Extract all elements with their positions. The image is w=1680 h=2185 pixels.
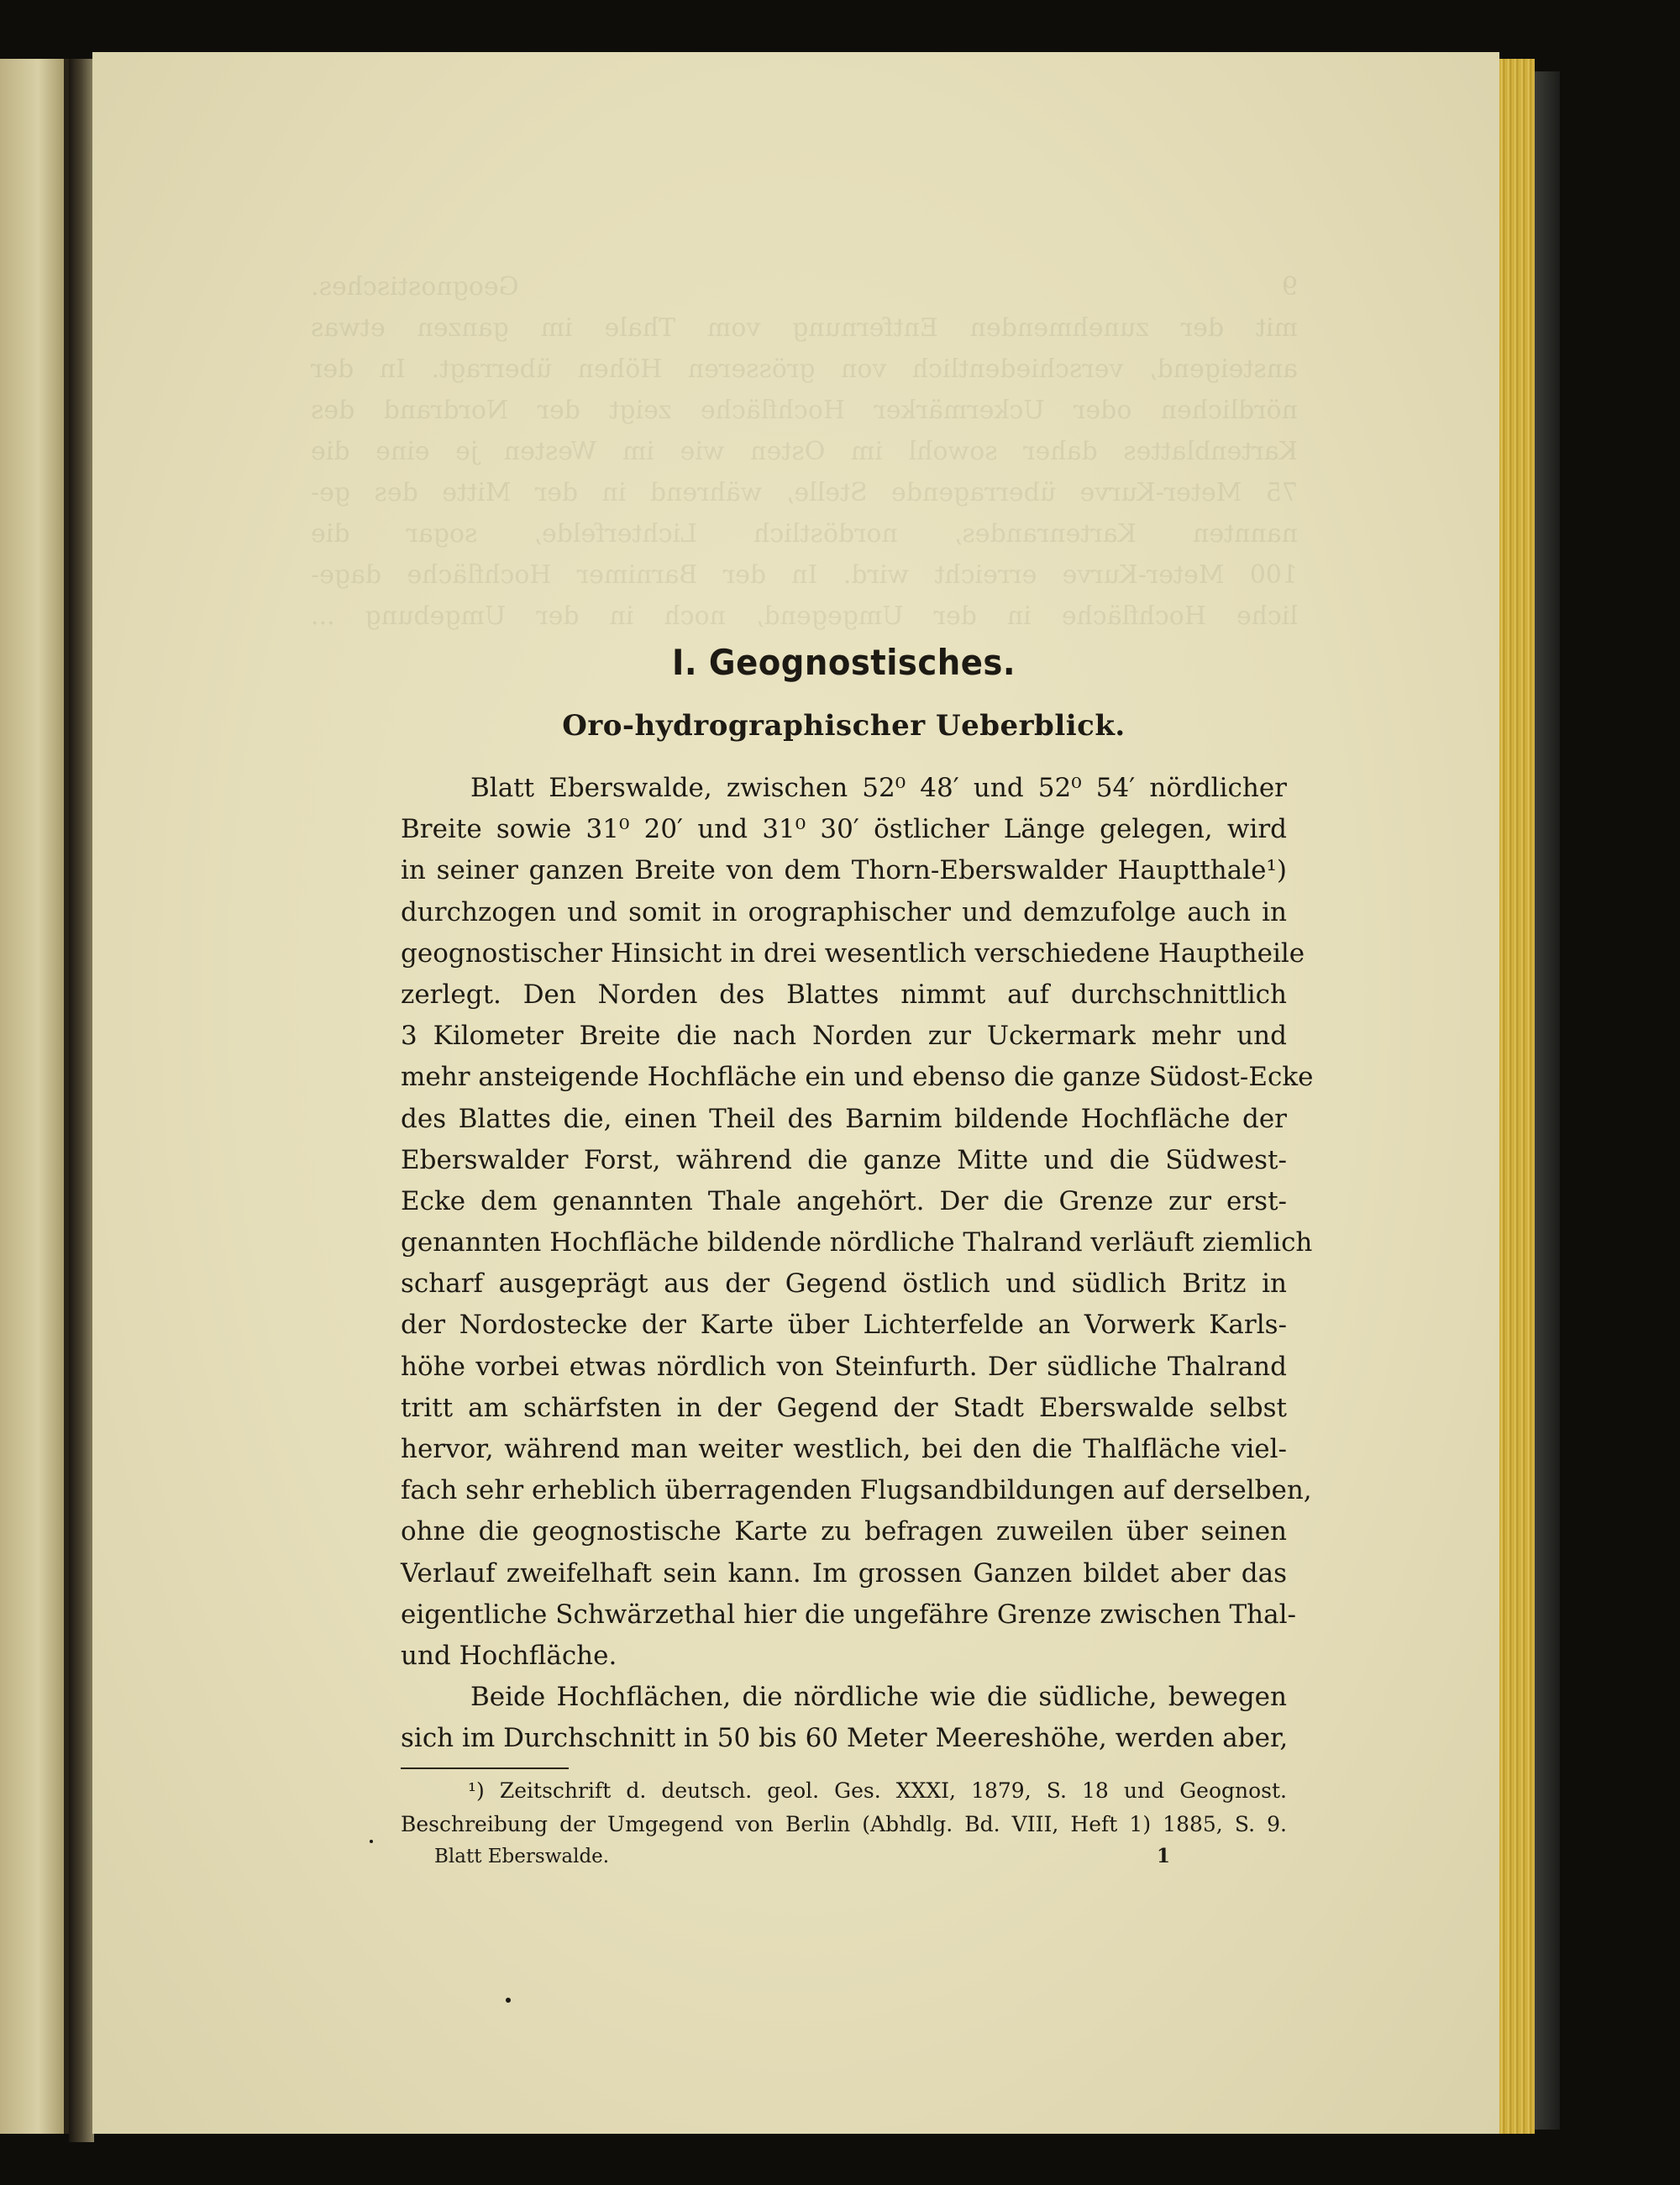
body-line: Eberswalder Forst, während die ganze Mitte und die Südwest- bbox=[401, 1144, 1287, 1175]
body-line: ohne die geognostische Karte zu befragen zuweilen über seinen bbox=[401, 1516, 1287, 1547]
bleed-through-text bbox=[311, 266, 1298, 703]
gilt-page-edges bbox=[1499, 59, 1535, 2134]
bleed-through-line: 9 Geognostisches. bbox=[311, 272, 1298, 302]
bleed-through-line: nannten Kartenrandes, nordöstlich Lichterfelde, sogar die bbox=[311, 519, 1298, 549]
body-line: zerlegt. Den Norden des Blattes nimmt auf durchschnittlich bbox=[401, 979, 1287, 1010]
footnote-rule bbox=[401, 1767, 569, 1769]
body-line: der Nordostecke der Karte über Lichterfelde an Vorwerk Karls- bbox=[401, 1310, 1287, 1341]
bleed-through-line: liche Hochfläche in der Umgegend, noch in der Umgebung ... bbox=[311, 601, 1298, 631]
body-line: Beide Hochflächen, die nördliche wie die südliche, bewegen bbox=[470, 1682, 1287, 1713]
body-line: genannten Hochfläche bildende nördliche Thalrand verläuft ziemlich bbox=[401, 1227, 1313, 1258]
book-gutter bbox=[69, 59, 94, 2142]
signature-title: Blatt Eberswalde. bbox=[434, 1846, 610, 1867]
body-line: eigentliche Schwärzethal hier die ungefähre Grenze zwischen Thal- bbox=[401, 1599, 1297, 1630]
body-text bbox=[401, 768, 1314, 1760]
footnotes bbox=[401, 1774, 1287, 1841]
footnote-line: Beschreibung der Umgegend von Berlin (Abhdlg. Bd. VIII, Heft 1) 1885, S. 9. bbox=[401, 1812, 1287, 1836]
footnote-line: ¹) Zeitschrift d. deutsch. geol. Ges. XXXI, 1879, S. 18 und Geognost. bbox=[468, 1778, 1287, 1803]
body-line: höhe vorbei etwas nördlich von Steinfurth. Der südliche Thalrand bbox=[401, 1351, 1287, 1382]
ink-speck bbox=[370, 1840, 373, 1843]
body-line: durchzogen und somit in orographischer und demzufolge auch in bbox=[401, 896, 1287, 927]
book-cover-edge bbox=[1535, 71, 1560, 2130]
body-line: Breite sowie 31⁰ 20′ und 31⁰ 30′ östlicher Länge gelegen, wird bbox=[401, 814, 1287, 845]
chapter-heading: I. Geognostisches. bbox=[672, 642, 1016, 683]
body-line: Verlauf zweifelhaft sein kann. Im grossen Ganzen bildet aber das bbox=[401, 1557, 1287, 1589]
body-line: fach sehr erheblich überragenden Flugsandbildungen auf derselben, bbox=[401, 1475, 1312, 1506]
signature-number: 1 bbox=[1157, 1845, 1171, 1867]
body-line: Ecke dem genannten Thale angehört. Der die Grenze zur erst- bbox=[401, 1185, 1287, 1216]
signature-line bbox=[401, 1840, 1287, 1873]
body-line: hervor, während man weiter westlich, bei den die Thalfläche viel- bbox=[401, 1434, 1287, 1464]
body-line: scharf ausgeprägt aus der Gegend östlich und südlich Britz in bbox=[401, 1268, 1287, 1300]
previous-page-edge bbox=[0, 59, 69, 2134]
body-line: in seiner ganzen Breite von dem Thorn-Eberswalder Hauptthale¹) bbox=[401, 855, 1287, 886]
bleed-through-line: 75 Meter-Kurve überragende Stelle, während in der Mitte des ge- bbox=[311, 478, 1298, 507]
ink-speck bbox=[506, 1998, 511, 2003]
bleed-through-line: ansteigend, verschiedentlich von grösseren Höhen überragt. In der bbox=[311, 355, 1298, 384]
body-line: 3 Kilometer Breite die nach Norden zur Uckermark mehr und bbox=[401, 1021, 1287, 1052]
section-heading: Oro-hydrographischer Ueberblick. bbox=[562, 709, 1126, 743]
book-page bbox=[92, 52, 1499, 2134]
body-line: und Hochfläche. bbox=[401, 1640, 617, 1671]
body-line: mehr ansteigende Hochfläche ein und ebenso die ganze Südost-Ecke bbox=[401, 1062, 1314, 1093]
bleed-through-line: 100 Meter-Kurve erreicht wird. In der Barnimer Hochfläche dage- bbox=[311, 560, 1298, 590]
body-line: des Blattes die, einen Theil des Barnim bildende Hochfläche der bbox=[401, 1103, 1287, 1134]
body-line: geognostischer Hinsicht in drei wesentlich verschiedene Hauptheile bbox=[401, 938, 1305, 969]
bleed-through-line: nördlichen oder Uckermärker Hochfläche zeigt der Nordrand des bbox=[311, 396, 1298, 425]
body-line: Blatt Eberswalde, zwischen 52⁰ 48′ und 52⁰ 54′ nördlicher bbox=[470, 773, 1287, 803]
body-line: sich im Durchschnitt in 50 bis 60 Meter Meereshöhe, werden aber, bbox=[401, 1723, 1289, 1754]
bleed-through-line: Kartenblattes daher sowohl im Osten wie im Westen je eine die bbox=[311, 437, 1298, 466]
bleed-through-line: mit der zunehmenden Entfernung vom Thale im ganzen etwas bbox=[311, 313, 1298, 343]
body-line: tritt am schärfsten in der Gegend der Stadt Eberswalde selbst bbox=[401, 1392, 1287, 1423]
